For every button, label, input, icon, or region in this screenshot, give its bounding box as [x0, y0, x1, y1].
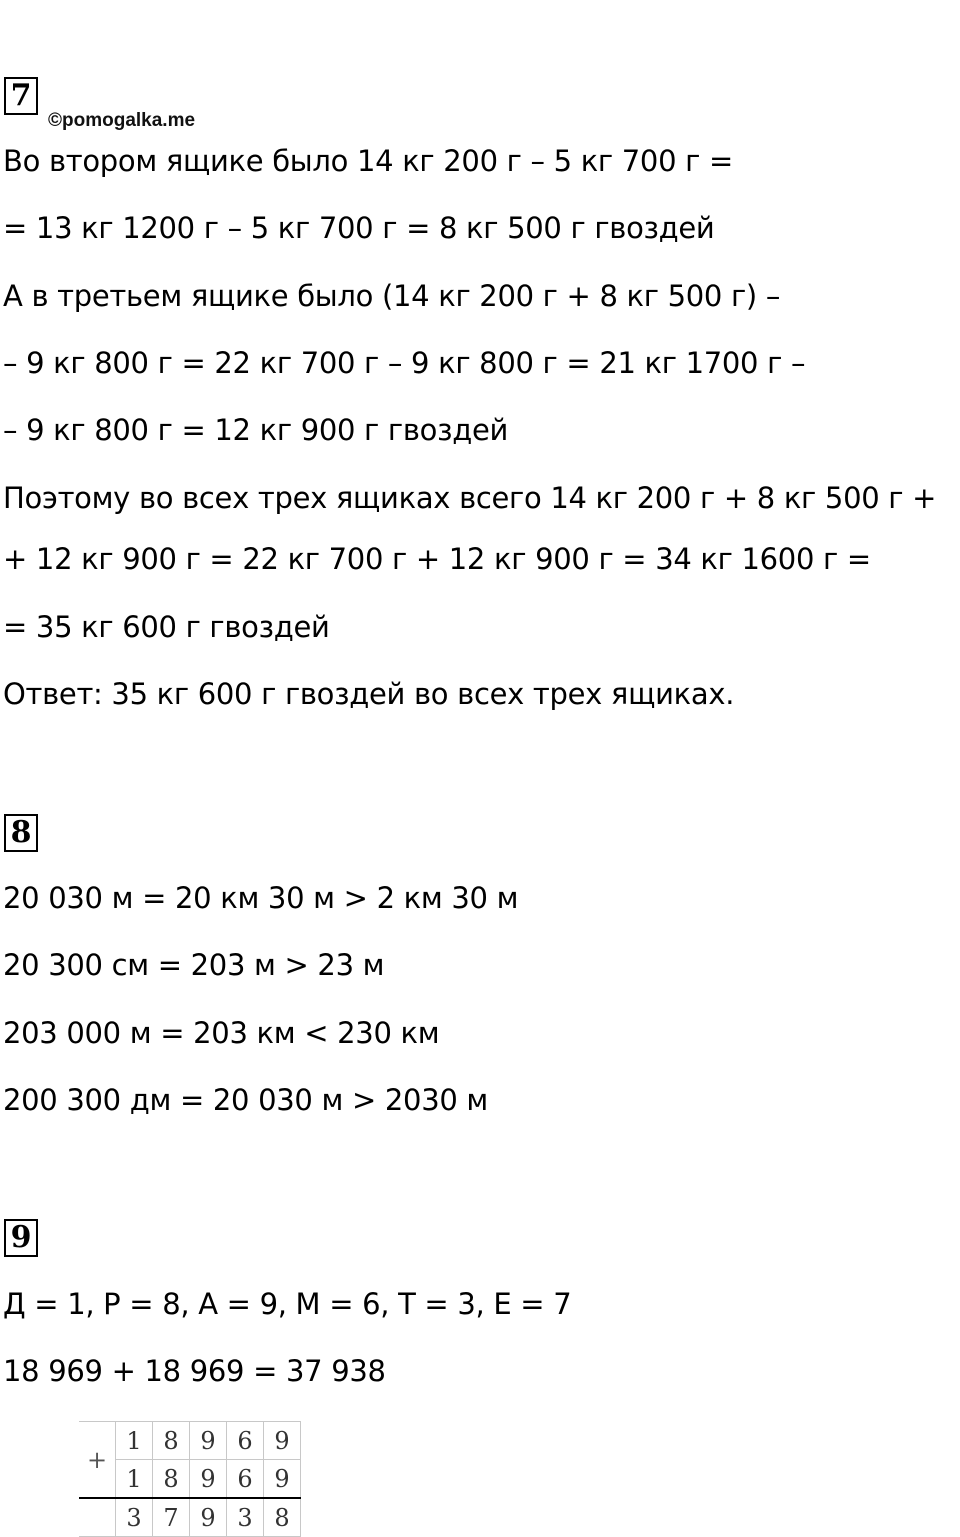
digit-cell: 8	[264, 1498, 301, 1537]
digit-cell: 9	[190, 1422, 227, 1460]
task7-line-5: – 9 кг 800 г = 12 кг 900 г гвоздей	[3, 413, 509, 447]
task-number-9: 9	[4, 1219, 38, 1257]
digit-cell: 9	[190, 1498, 227, 1537]
addend-row-1	[79, 1422, 301, 1460]
digit-cell: 9	[264, 1422, 301, 1460]
task7-line-4: – 9 кг 800 г = 22 кг 700 г – 9 кг 800 г = 21 кг 1700 г –	[3, 346, 806, 380]
digit-cell: 6	[227, 1460, 264, 1499]
task7-line-7: + 12 кг 900 г = 22 кг 700 г + 12 кг 900 г = 34 кг 1600 г =	[3, 542, 871, 576]
task8-line-2: 20 300 см = 203 м > 23 м	[3, 948, 385, 982]
digit-cell: 3	[227, 1498, 264, 1537]
task7-line-6: Поэтому во всех трех ящиках всего 14 кг 200 г + 8 кг 500 г +	[3, 481, 937, 515]
digit-cell: 9	[190, 1460, 227, 1499]
task7-line-1: Во втором ящике было 14 кг 200 г – 5 кг 700 г =	[3, 144, 733, 178]
digit-cell: 3	[116, 1498, 153, 1537]
sum-row	[79, 1498, 301, 1537]
task9-line-2: 18 969 + 18 969 = 37 938	[3, 1354, 386, 1388]
digit-cell: 8	[153, 1422, 190, 1460]
task8-line-3: 203 000 м = 203 км < 230 км	[3, 1016, 440, 1050]
task9-line-1: Д = 1, Р = 8, А = 9, М = 6, Т = 3, Е = 7	[3, 1287, 572, 1321]
task-number-8: 8	[4, 814, 38, 852]
task7-line-3: А в третьем ящике было (14 кг 200 г + 8 кг 500 г) –	[3, 279, 781, 313]
task-number-7: 7	[4, 77, 38, 115]
digit-cell: 7	[153, 1498, 190, 1537]
empty-sign-cell	[79, 1498, 116, 1537]
task8-line-4: 200 300 дм = 20 030 м > 2030 м	[3, 1083, 489, 1117]
digit-cell: 8	[153, 1460, 190, 1499]
task7-answer: Ответ: 35 кг 600 г гвоздей во всех трех ящиках.	[3, 677, 735, 711]
task7-line-8: = 35 кг 600 г гвоздей	[3, 610, 330, 644]
column-addition-table	[79, 1421, 301, 1537]
digit-cell: 1	[116, 1460, 153, 1499]
watermark: ©pomogalka.me	[48, 110, 196, 131]
digit-cell: 9	[264, 1460, 301, 1499]
digit-cell: 1	[116, 1422, 153, 1460]
task7-line-2: = 13 кг 1200 г – 5 кг 700 г = 8 кг 500 г гвоздей	[3, 211, 715, 245]
plus-sign: +	[79, 1422, 116, 1499]
task8-line-1: 20 030 м = 20 км 30 м > 2 км 30 м	[3, 881, 519, 915]
digit-cell: 6	[227, 1422, 264, 1460]
